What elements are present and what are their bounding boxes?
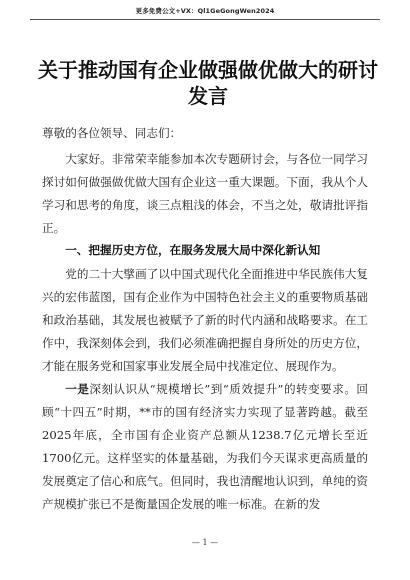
header-divider bbox=[30, 19, 380, 20]
intro-paragraph: 大家好。非常荣幸能参加本次专题研讨会，与各位一同学习探讨如何做强做优做大国有企业这一重大课题。下面，我从个人学习和思考的角度，谈三点粗浅的体会，不当之处，敬请批评指正。 bbox=[42, 152, 368, 235]
page-title: 关于推动国有企业做强做优做大的研讨发言 bbox=[38, 58, 378, 108]
section-heading-1: 一、把握历史方位，在服务发展大局中深化新认知 bbox=[65, 243, 321, 257]
point-one-lead: 一是 bbox=[65, 382, 90, 396]
point-one-text: 深刻认识从“规模增长”到“质效提升”的转变要求。回顾“十四五”时期，**市的国有经济实力实现了显著跨越。截至2025年底，全市国有企业资产总额从1238.7亿元增长至近1700亿元。这样坚实的体量基础，为我们今天谋求更高质量的发展奠定了信心和底气。但同时，我也清醒地认识到，单纯的资产规模扩张已不是衡量国企发展的唯一标准。在新的发 bbox=[42, 382, 368, 511]
header-note: 更多免费公文+VX：Ql1GeGongWen2024 bbox=[135, 7, 275, 15]
point-one-paragraph bbox=[42, 378, 368, 516]
section1-paragraph: 党的二十大擘画了以中国式现代化全面推进中华民族伟大复兴的宏伟蓝图，国有企业作为中国特色社会主义的重要物质基础和政治基础，其发展也被赋予了新的时代内涵和战略要求。在工作中，我深刻体会到，我们必须准确把握自身所处的历史方位，才能在服务党和国家事业发展全局中找准定位、展现作为。 bbox=[42, 267, 368, 373]
page-number: — 1 — bbox=[191, 538, 219, 547]
salutation: 尊敬的各位领导、同志们： bbox=[42, 126, 182, 140]
